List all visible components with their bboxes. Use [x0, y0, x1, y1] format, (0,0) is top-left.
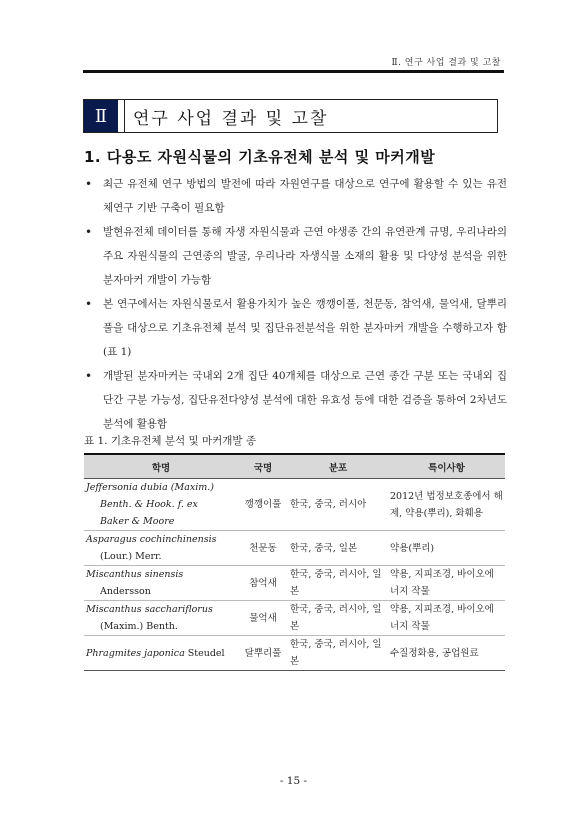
notes-cell: 약용, 지피조경, 바이오에너지 작물: [388, 601, 505, 636]
column-header-notes: 특이사항: [388, 454, 505, 479]
scientific-name-cell: [84, 601, 238, 636]
column-header-distribution: 분포: [288, 454, 388, 479]
table-caption: 표 1. 기초유전체 분석 및 마커개발 종: [84, 435, 257, 447]
species-table: [84, 453, 505, 671]
running-header: Ⅱ. 연구 사업 결과 및 고찰: [391, 58, 501, 68]
bullet-item: [84, 364, 507, 436]
table-row: [84, 601, 505, 636]
bullet-dot-icon: •: [85, 177, 93, 191]
bullet-text: 개발된 분자마커는 국내외 2개 집단 40개체를 대상으로 근연 종간 구분 또는 국내외 집단간 구분 가능성, 집단유전다양성 분석에 대한 유효성 등에 대한 검증을 통하여 2차년도 분석에 활용함: [103, 370, 507, 430]
notes-cell: 수질정화용, 공업원료: [388, 636, 505, 671]
korean-name-cell: 참억새: [238, 566, 288, 601]
bullet-dot-icon: •: [85, 297, 93, 311]
scientific-name-line: (Lour.) Merr.: [100, 551, 162, 562]
table-header-row: [84, 454, 505, 479]
scientific-name-cell: [84, 479, 238, 531]
scientific-name-line: Benth. & Hook. f. ex: [100, 499, 198, 510]
bullet-item: [84, 292, 507, 364]
bullet-text: 본 연구에서는 자원식물로서 활용가치가 높은 깽깽이풀, 천문동, 참억새, 물억새, 달뿌리풀을 대상으로 기초유전체 분석 및 집단유전분석을 위한 분자마커 개발을 수행하고자 함(표 1): [103, 298, 507, 358]
notes-cell: 약용, 지피조경, 바이오에너지 작물: [388, 566, 505, 601]
scientific-name-line: Jeffersonia dubia (Maxim.): [86, 482, 214, 493]
scientific-name-author: Steudel: [187, 647, 225, 659]
korean-name-cell: 물억새: [238, 601, 288, 636]
korean-name-cell: 천문동: [238, 531, 288, 566]
distribution-cell: 한국, 중국, 일본: [288, 531, 388, 566]
korean-name-cell: 달뿌리풀: [238, 636, 288, 671]
distribution-cell: 한국, 중국, 러시아, 일본: [288, 566, 388, 601]
scientific-name-line: Asparagus cochinchinensis: [86, 534, 217, 545]
header-rule: [83, 70, 504, 73]
scientific-name-line: Andersson: [100, 586, 151, 597]
section-title: 1. 다용도 자원식물의 기초유전체 분석 및 마커개발: [84, 148, 436, 166]
column-header-korean-name: 국명: [238, 454, 288, 479]
distribution-cell: 한국, 중국, 러시아: [288, 479, 388, 531]
scientific-name-cell: [84, 566, 238, 601]
bullet-item: [84, 172, 507, 220]
bullet-dot-icon: •: [85, 369, 93, 383]
korean-name-cell: 깽깽이풀: [238, 479, 288, 531]
table-row: [84, 566, 505, 601]
bullet-text: 발현유전체 데이터를 통해 자생 자원식물과 근연 야생종 간의 유연관계 규명, 우리나라의 주요 자원식물의 근연종의 발굴, 우리나라 자생식물 소재의 활용 및 다양성 분석을 위한 분자마커 개발이 가능함: [103, 226, 507, 286]
scientific-name-line: Miscanthus sinensis: [86, 569, 184, 580]
column-header-scientific-name: 학명: [84, 454, 238, 479]
distribution-cell: 한국, 중국, 러시아, 일본: [288, 636, 388, 671]
page-number: - 15 -: [279, 775, 308, 787]
scientific-name-line: Baker & Moore: [100, 516, 175, 527]
distribution-cell: 한국, 중국, 러시아, 일본: [288, 601, 388, 636]
bullet-dot-icon: •: [85, 225, 93, 239]
chapter-heading-box: [83, 99, 498, 133]
notes-cell: 약용(뿌리): [388, 531, 505, 566]
scientific-name-line: Miscanthus sacchariflorus: [86, 604, 213, 615]
bullet-list: [84, 172, 507, 436]
bullet-text: 최근 유전체 연구 방법의 발전에 따라 자원연구를 대상으로 연구에 활용할 수 있는 유전체연구 기반 구축이 필요함: [103, 178, 507, 214]
bullet-item: [84, 220, 507, 292]
table-row: [84, 479, 505, 531]
scientific-name-cell: [84, 636, 238, 671]
chapter-title: 연구 사업 결과 및 고찰: [124, 100, 497, 132]
table-row: [84, 636, 505, 671]
chapter-number: Ⅱ: [84, 100, 118, 132]
scientific-name-line: Phragmites japonica: [86, 647, 185, 659]
notes-cell: 2012년 법정보호종에서 해제, 약용(뿌리), 화훼용: [388, 479, 505, 531]
table-row: [84, 531, 505, 566]
scientific-name-line: (Maxim.) Benth.: [100, 621, 178, 632]
scientific-name-cell: [84, 531, 238, 566]
